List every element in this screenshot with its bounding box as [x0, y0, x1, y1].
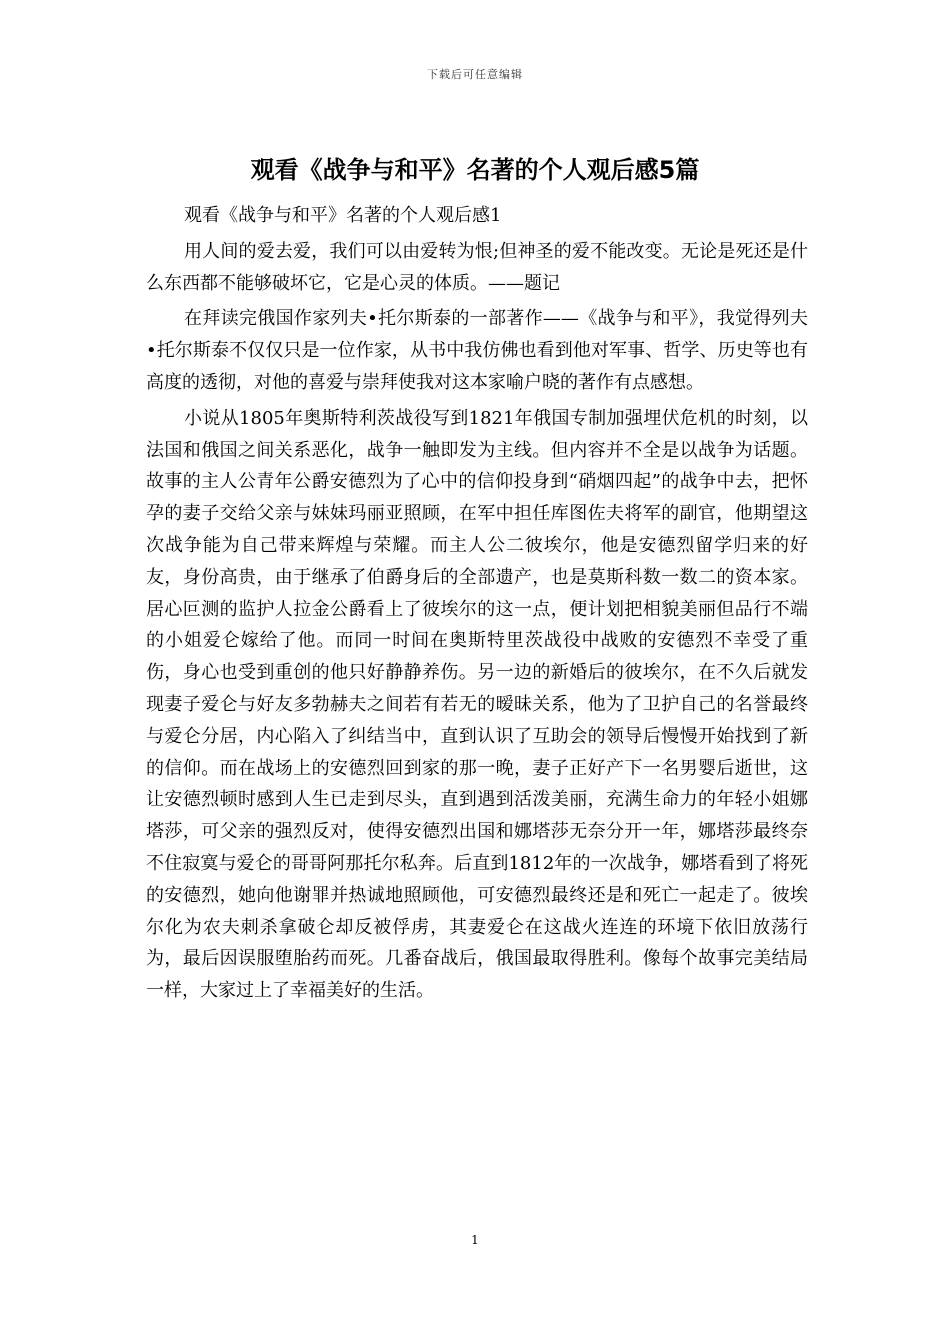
header-note: 下载后可任意编辑 — [427, 68, 523, 81]
document-title: 观看《战争与和平》名著的个人观后感5篇 — [250, 156, 700, 184]
paragraph-intro: 在拜读完俄国作家列夫•托尔斯泰的一部著作——《战争与和平》，我觉得列夫•托尔斯泰不仅仅只是一位作家，从书中我仿佛也看到他对军事、哲学、历史等也有高度的透彻，对他的喜爱与崇拜使我对这本家喻户晓的著作有点感想。 — [146, 308, 808, 393]
paragraph-summary: 小说从1805年奥斯特利茨战役写到1821年俄国专制加强埋伏危机的时刻，以法国和俄国之间关系恶化，战争一触即发为主线。但内容并不全是以战争为话题。故事的主人公青年公爵安德烈为了心中的信仰投身到“硝烟四起”的战争中去，把怀孕的妻子交给父亲与妹妹玛丽亚照顾，在军中担任库图佐夫将军的副官，他期望这次战争能为自己带来辉煌与荣耀。而主人公二彼埃尔，他是安德烈留学归来的好友，身份高贵，由于继承了伯爵身后的全部遗产，也是莫斯科数一数二的资本家。居心叵测的监护人拉金公爵看上了彼埃尔的这一点，便计划把相貌美丽但品行不端的小姐爱仑嫁给了他。而同一时间在奥斯特里茨战役中战败的安德烈不幸受了重伤，身心也受到重创的他只好静静养伤。另一边的新婚后的彼埃尔，在不久后就发现妻子爱仑与好友多勃赫夫之间若有若无的暧昧关系，他为了卫护自己的名誉最终与爱仑分居，内心陷入了纠结当中，直到认识了互助会的领导后慢慢开始找到了新的信仰。而在战场上的安德烈回到家的那一晚，妻子正好产下一名男婴后逝世，这让安德烈顿时感到人生已走到尽头，直到遇到活泼美丽，充满生命力的年轻小姐娜塔莎，可父亲的强烈反对，使得安德烈出国和娜塔莎无奈分开一年，娜塔莎最终奈不住寂寞与爱仑的哥哥阿那托尔私奔。后直到1812年的一次战争，娜塔看到了将死的安德烈，她向他谢罪并热诚地照顾他，可安德烈最终还是和死亡一起走了。彼埃尔化为农夫刺杀拿破仑却反被俘虏，其妻爱仑在这战火连连的环境下依旧放荡行为，最后因误服堕胎药而死。几番奋战后，俄国最取得胜利。像每个故事完美结局一样，大家过上了幸福美好的生活。 — [146, 407, 808, 1002]
paragraph-subtitle: 观看《战争与和平》名著的个人观后感1 — [184, 205, 502, 226]
paragraph-epigraph: 用人间的爱去爱，我们可以由爱转为恨;但神圣的爱不能改变。无论是死还是什么东西都不能够破坏它，它是心灵的体质。——题记 — [146, 240, 808, 294]
page-number: 1 — [471, 1233, 479, 1247]
document-body — [146, 200, 808, 1007]
